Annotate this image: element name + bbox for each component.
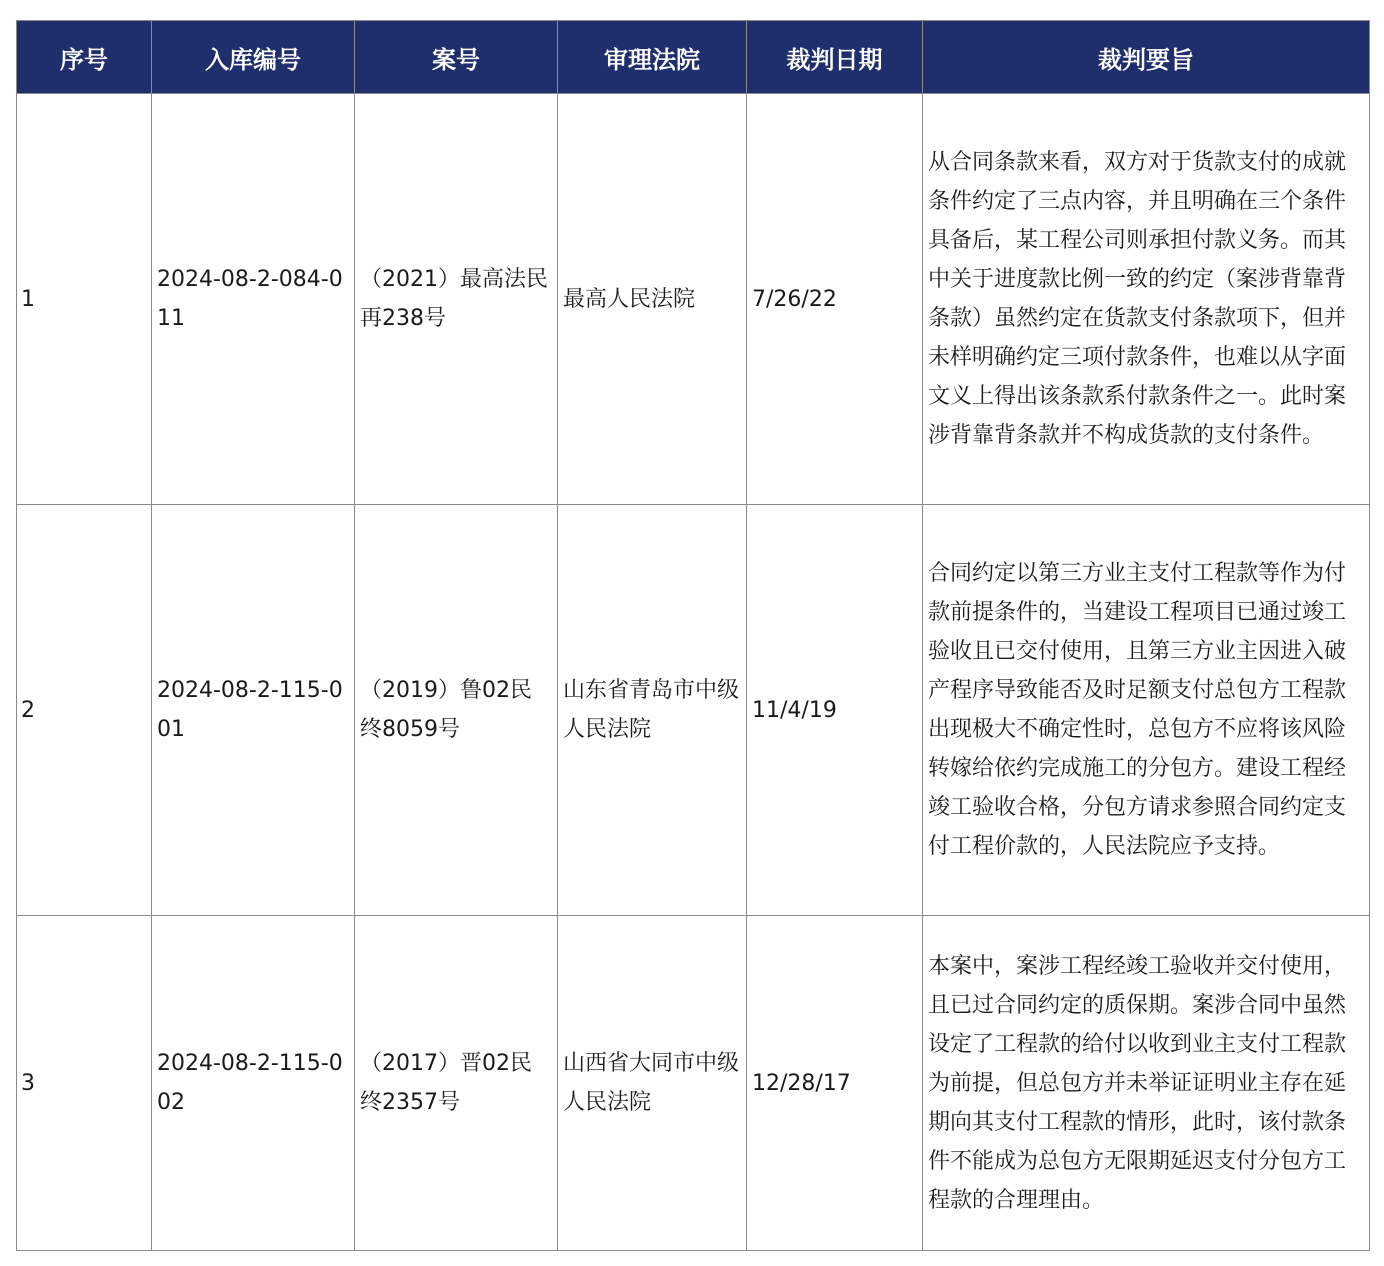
cell-entry-no: 2024-08-2-115-001 bbox=[152, 505, 355, 916]
header-index: 序号 bbox=[17, 21, 152, 94]
cell-date: 7/26/22 bbox=[747, 94, 923, 505]
cell-court: 山东省青岛市中级人民法院 bbox=[558, 505, 747, 916]
header-entry-no: 入库编号 bbox=[152, 21, 355, 94]
table-row bbox=[17, 94, 1370, 505]
header-case-no: 案号 bbox=[355, 21, 558, 94]
cell-case-no: （2019）鲁02民终8059号 bbox=[355, 505, 558, 916]
cell-date: 12/28/17 bbox=[747, 916, 923, 1251]
case-table bbox=[16, 20, 1370, 1251]
header-court: 审理法院 bbox=[558, 21, 747, 94]
header-summary: 裁判要旨 bbox=[923, 21, 1370, 94]
cell-index: 2 bbox=[17, 505, 152, 916]
table-body bbox=[17, 94, 1370, 1251]
table-header bbox=[17, 21, 1370, 94]
cell-court: 最高人民法院 bbox=[558, 94, 747, 505]
table-row bbox=[17, 505, 1370, 916]
cell-summary: 从合同条款来看，双方对于货款支付的成就条件约定了三点内容，并且明确在三个条件具备后，某工程公司则承担付款义务。而其中关于进度款比例一致的约定（案涉背靠背条款）虽然约定在货款支付条款项下，但并未样明确约定三项付款条件，也难以从字面文义上得出该条款系付款条件之一。此时案涉背靠背条款并不构成货款的支付条件。 bbox=[923, 94, 1370, 505]
cell-summary: 合同约定以第三方业主支付工程款等作为付款前提条件的，当建设工程项目已通过竣工验收且已交付使用，且第三方业主因进入破产程序导致能否及时足额支付总包方工程款出现极大不确定性时，总包方不应将该风险转嫁给依约完成施工的分包方。建设工程经竣工验收合格，分包方请求参照合同约定支付工程价款的，人民法院应予支持。 bbox=[923, 505, 1370, 916]
cell-case-no: （2017）晋02民终2357号 bbox=[355, 916, 558, 1251]
table-row bbox=[17, 916, 1370, 1251]
header-row bbox=[17, 21, 1370, 94]
cell-court: 山西省大同市中级人民法院 bbox=[558, 916, 747, 1251]
header-date: 裁判日期 bbox=[747, 21, 923, 94]
cell-index: 3 bbox=[17, 916, 152, 1251]
cell-entry-no: 2024-08-2-115-002 bbox=[152, 916, 355, 1251]
cell-index: 1 bbox=[17, 94, 152, 505]
cell-date: 11/4/19 bbox=[747, 505, 923, 916]
cell-case-no: （2021）最高法民再238号 bbox=[355, 94, 558, 505]
cell-summary: 本案中，案涉工程经竣工验收并交付使用，且已过合同约定的质保期。案涉合同中虽然设定了工程款的给付以收到业主支付工程款为前提，但总包方并未举证证明业主存在延期向其支付工程款的情形，此时，该付款条件不能成为总包方无限期延迟支付分包方工程款的合理理由。 bbox=[923, 916, 1370, 1251]
cell-entry-no: 2024-08-2-084-011 bbox=[152, 94, 355, 505]
